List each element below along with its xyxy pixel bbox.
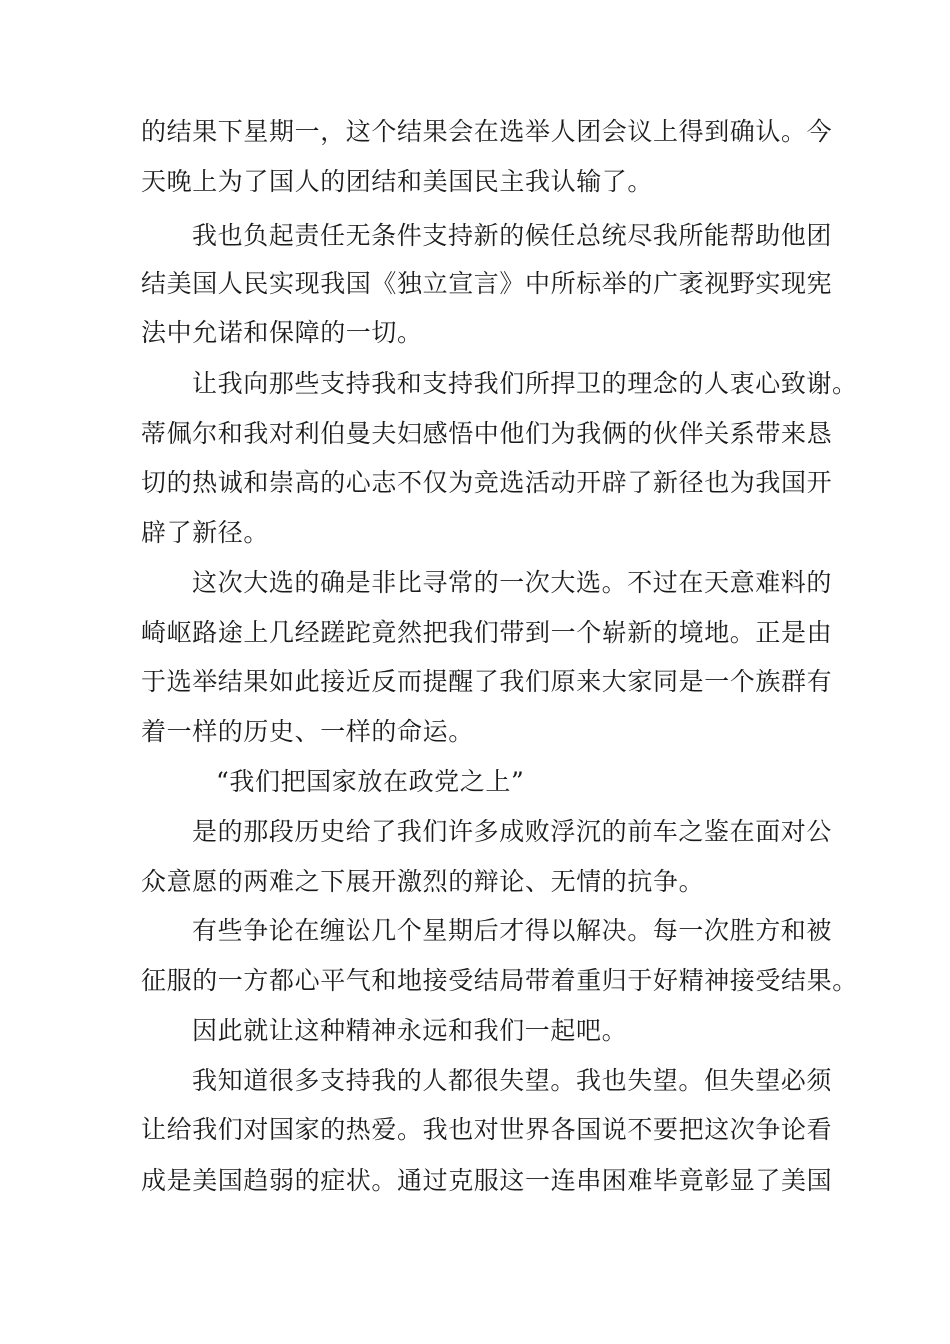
paragraph-start-line: 让我向那些支持我和支持我们所捍卫的理念的人衷心致谢。 <box>192 369 858 398</box>
text-line: 的结果下星期一，这个结果会在选举人团会议上得到确认。今 <box>141 117 833 146</box>
text-line: 切的热诚和崇高的心志不仅为竞选活动开辟了新径也为我国开 <box>141 468 833 497</box>
paragraph-start-line: 我也负起责任无条件支持新的候任总统尽我所能帮助他团 <box>192 221 833 250</box>
text-line: 崎岖路途上几经蹉跎竟然把我们带到一个崭新的境地。正是由 <box>141 618 833 647</box>
paragraph-start-line: 是的那段历史给了我们许多成败浮沉的前车之鉴在面对公 <box>192 817 833 846</box>
text-line: 结美国人民实现我国《独立宣言》中所标举的广袤视野实现宪 <box>141 269 833 298</box>
text-line: 着一样的历史、一样的命运。 <box>141 717 474 746</box>
text-line: 于选举结果如此接近反而提醒了我们原来大家同是一个族群有 <box>141 667 833 696</box>
paragraph-start-line: 有些争论在缠讼几个星期后才得以解决。每一次胜方和被 <box>192 916 833 945</box>
text-line: 成是美国趋弱的症状。通过克服这一连串困难毕竟彰显了美国 <box>141 1166 833 1195</box>
quote-heading: “我们把国家放在政党之上” <box>216 767 525 796</box>
text-line: 蒂佩尔和我对利伯曼夫妇感悟中他们为我俩的伙伴关系带来恳 <box>141 419 833 448</box>
paragraph-start-line: 因此就让这种精神永远和我们一起吧。 <box>192 1016 628 1045</box>
text-line: 法中允诺和保障的一切。 <box>141 318 423 347</box>
paragraph-start-line: 这次大选的确是非比寻常的一次大选。不过在天意难料的 <box>192 568 833 597</box>
text-line: 征服的一方都心平气和地接受结局带着重归于好精神接受结果。 <box>141 966 858 995</box>
text-line: 众意愿的两难之下展开激烈的辩论、无情的抗争。 <box>141 867 705 896</box>
text-line: 天晚上为了国人的团结和美国民主我认输了。 <box>141 167 654 196</box>
paragraph-start-line: 我知道很多支持我的人都很失望。我也失望。但失望必须 <box>192 1066 833 1095</box>
text-line: 辟了新径。 <box>141 518 270 547</box>
text-line: 让给我们对国家的热爱。我也对世界各国说不要把这次争论看 <box>141 1115 833 1144</box>
